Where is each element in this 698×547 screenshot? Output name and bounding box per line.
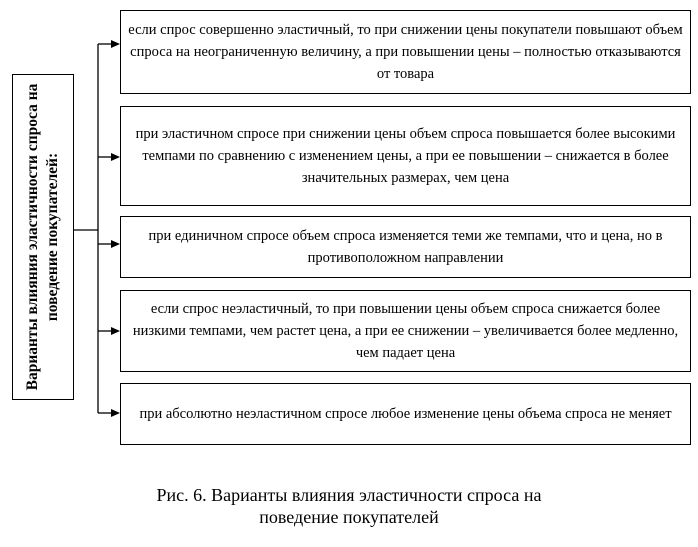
variant-box-perfectly-inelastic	[120, 383, 691, 445]
figure-caption	[0, 484, 698, 528]
caption-line-1: Рис. 6. Варианты влияния эластичности спроса на	[156, 485, 542, 505]
root-label: Варианты влияния эластичности спроса на поведение покупателей:	[24, 83, 61, 391]
variant-box-perfectly-elastic	[120, 10, 691, 94]
variant-text: при единичном спросе объем спроса изменяется теми же темпами, что и цена, но в противоположном направлении	[148, 228, 663, 266]
arrow-right-icon	[111, 409, 120, 417]
arrow-right-icon	[111, 327, 120, 335]
variant-text: при эластичном спросе при снижении цены объем спроса повышается более высокими темпами по сравнению с изменением цены, а при ее повышении – снижается в более значительных размерах, чем цена	[135, 126, 676, 186]
arrow-right-icon	[111, 153, 120, 161]
variant-text: при абсолютно неэластичном спросе любое изменение цены объема спроса не меняет	[139, 406, 672, 422]
arrow-right-icon	[111, 40, 120, 48]
variant-box-elastic	[120, 106, 691, 206]
variant-box-inelastic	[120, 290, 691, 372]
caption-line-2: поведение покупателей	[259, 507, 439, 527]
variant-box-unit-elastic	[120, 216, 691, 278]
variant-text: если спрос неэластичный, то при повышении цены объем спроса снижается более низкими темпами, чем растет цена, а при ее снижении – увеличивается более медленно, чем падает цена	[132, 301, 679, 361]
variant-text: если спрос совершенно эластичный, то при снижении цены покупатели повышают объем спроса на неограниченную величину, а при повышении цены – полностью отказываются от товара	[128, 22, 683, 82]
arrow-right-icon	[111, 240, 120, 248]
root-box	[12, 74, 74, 400]
